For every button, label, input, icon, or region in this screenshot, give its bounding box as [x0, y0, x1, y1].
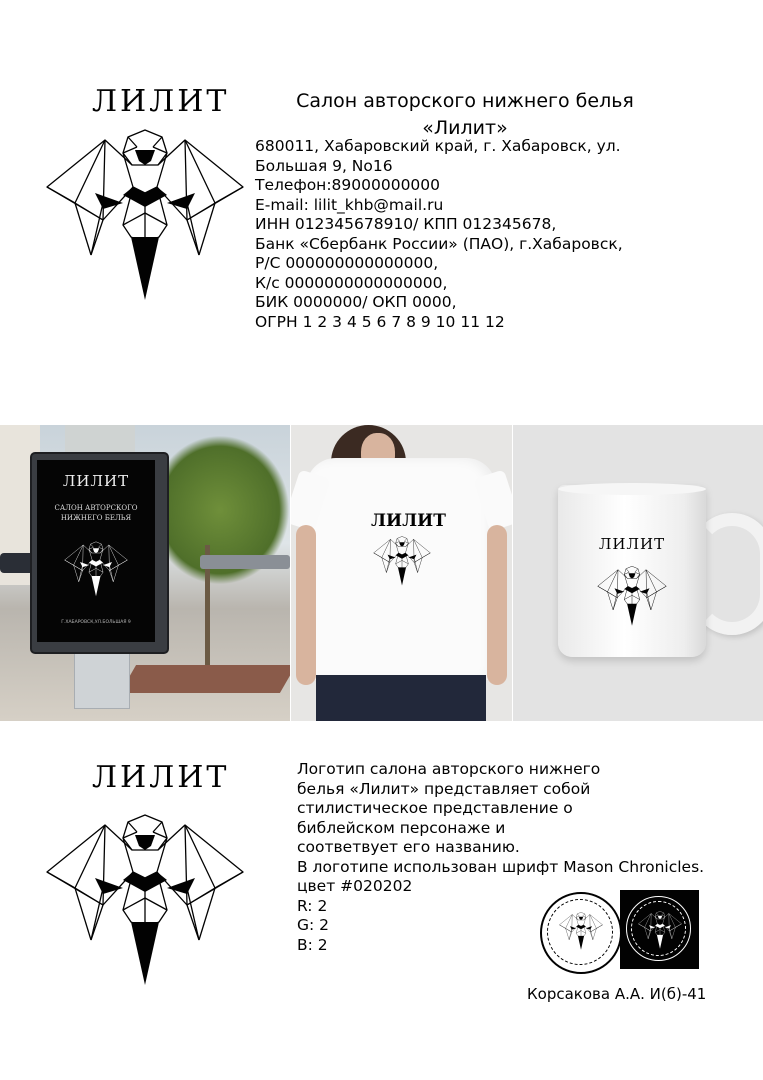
- company-details: [255, 137, 623, 332]
- billboard-brand: ЛИЛИТ: [62, 472, 130, 490]
- description-line: Логотип салона авторского нижнего: [297, 760, 601, 778]
- description-line: цвет #020202: [297, 877, 413, 895]
- mug-brand: ЛИЛИТ: [598, 535, 666, 553]
- detail-line: Телефон:89000000000: [255, 176, 441, 194]
- description-line: В логотипе использован шрифт Mason Chronicles.: [297, 857, 705, 876]
- logo-wordmark-bottom: ЛИЛИТ: [92, 760, 230, 795]
- tshirt-brand: ЛИЛИТ: [371, 511, 446, 531]
- tshirt-emblem-icon: [373, 535, 431, 587]
- detail-line: Р/С 000000000000000,: [255, 254, 439, 272]
- cars-distance: [200, 555, 290, 569]
- description-line: R: 2: [297, 896, 328, 915]
- detail-line: ОГРН 1 2 3 4 5 6 7 8 9 10 11 12: [255, 312, 505, 331]
- description-line: B: 2: [297, 935, 328, 954]
- detail-line: К/с 0000000000000000,: [255, 273, 448, 292]
- author-signature: Корсакова А.А. И(б)-41: [527, 985, 707, 1003]
- detail-line: 680011, Хабаровский край, г. Хабаровск, ул.: [255, 137, 621, 155]
- billboard-address: Г.ХАБАРОВСК,УЛ.БОЛЬШАЯ 9: [61, 620, 131, 625]
- description-line: стилистическое представление о: [297, 799, 573, 817]
- tshirt-mockup-image: [291, 425, 512, 721]
- stamp-dark-icon: [620, 890, 699, 969]
- logo-wordmark: ЛИЛИТ: [92, 84, 230, 119]
- model-jeans: [316, 675, 486, 721]
- description-line: библейском персонаже и: [297, 818, 506, 837]
- billboard-line-2: НИЖНЕГО БЕЛЬЯ: [60, 514, 132, 522]
- title-line-1: Салон авторского нижнего белья: [296, 90, 634, 112]
- billboard-line-1: САЛОН АВТОРСКОГО: [54, 504, 138, 512]
- title-line-2: «Лилит»: [422, 117, 508, 139]
- company-title: [255, 88, 675, 142]
- mug-rim: [558, 483, 706, 495]
- billboard-emblem-icon: [64, 540, 128, 598]
- description-line: соответвует его названию.: [297, 838, 520, 856]
- detail-line: Банк «Сбербанк России» (ПАО), г.Хабаровск,: [255, 234, 623, 253]
- description-line: G: 2: [297, 916, 330, 934]
- flowerbed: [120, 665, 290, 693]
- model-arm-left: [296, 525, 316, 685]
- lilith-emblem-icon: [45, 125, 245, 305]
- detail-line: Большая 9, No16: [255, 156, 393, 175]
- detail-line: БИК 0000000/ ОКП 0000,: [255, 293, 457, 311]
- mug-emblem-icon: [597, 563, 667, 629]
- billboard-poster: [37, 460, 155, 642]
- billboard-mockup-image: [0, 425, 290, 721]
- detail-line: E-mail: lilit_khb@mail.ru: [255, 195, 444, 214]
- building-top: [65, 425, 135, 455]
- mug-mockup-image: [513, 425, 763, 721]
- stamp-light-icon: [540, 892, 622, 974]
- detail-line: ИНН 012345678910/ КПП 012345678,: [255, 215, 557, 233]
- billboard-base: [74, 645, 130, 709]
- lilith-emblem-bottom-icon: [45, 810, 245, 990]
- description-line: белья «Лилит» представляет собой: [297, 779, 591, 798]
- model-arm-right: [487, 525, 507, 685]
